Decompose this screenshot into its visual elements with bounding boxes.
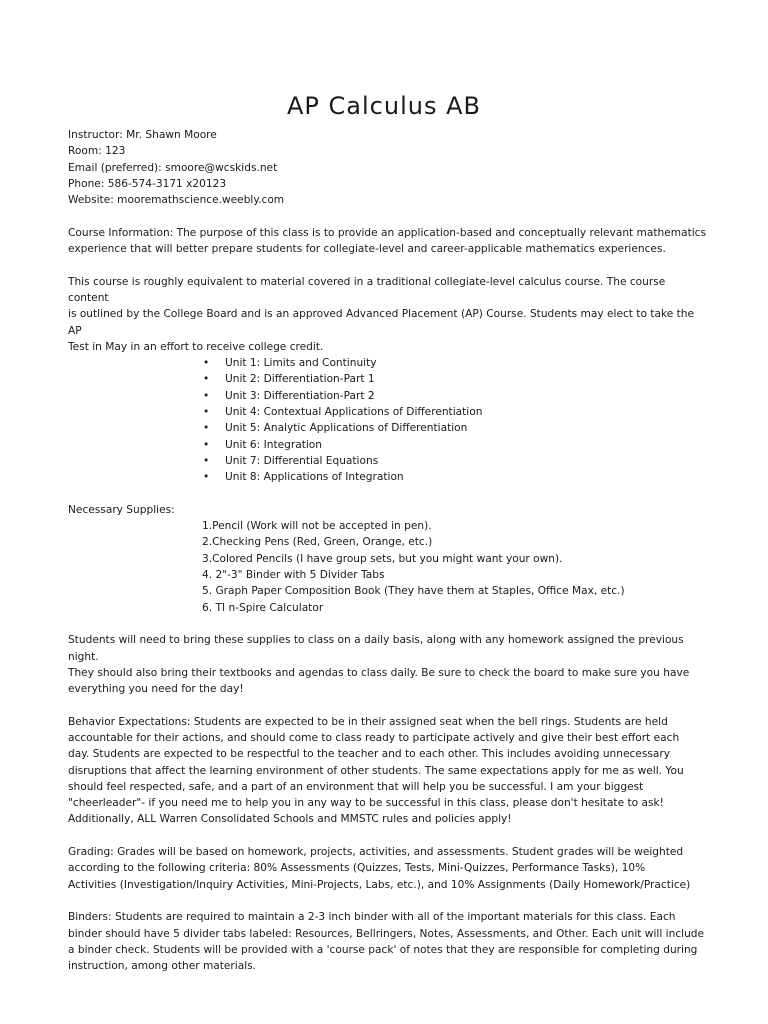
unit-list-item	[203, 420, 708, 436]
daily-supplies-paragraph	[68, 632, 708, 697]
phone-line: Phone: 586-574-3171 x20123	[68, 177, 227, 190]
text-line: accountable for their actions, and should come to class ready to participate actively and give their best effort each	[68, 731, 680, 744]
spacer	[68, 208, 708, 224]
unit-list	[68, 355, 708, 485]
text-line: This course is roughly equivalent to material covered in a traditional collegiate-level calculus course. The course content	[68, 275, 666, 304]
unit-list-item	[203, 453, 708, 469]
unit-label: Unit 5: Analytic Applications of Differentiation	[225, 422, 468, 435]
text-line: instruction, among other materials.	[68, 960, 257, 973]
spacer	[68, 697, 708, 713]
unit-list-item	[203, 355, 708, 371]
course-description-paragraph	[68, 274, 708, 355]
binders-paragraph	[68, 909, 708, 974]
text-line: a binder check. Students will be provided with a 'course pack' of notes that they are responsible for completing during	[68, 943, 698, 956]
unit-label: Unit 4: Contextual Applications of Differentiation	[225, 406, 483, 419]
supply-item: 4. 2"-3" Binder with 5 Divider Tabs	[202, 569, 385, 582]
text-line: Additionally, ALL Warren Consolidated Schools and MMSTC rules and policies apply!	[68, 813, 512, 826]
unit-list-item	[203, 404, 708, 420]
text-line: Course Information: The purpose of this class is to provide an application-based and conceptually relevant mathematics	[68, 226, 707, 239]
spacer	[68, 893, 708, 909]
bullet-icon: •	[203, 422, 210, 435]
text-line: Students will need to bring these supplies to class on a daily basis, along with any homework assigned the previous night.	[68, 634, 684, 663]
email-line: Email (preferred): smoore@wcskids.net	[68, 161, 278, 174]
text-line: "cheerleader"- if you need me to help you in any way to be successful in this class, please don't hesitate to ask!	[68, 797, 664, 810]
bullet-icon: •	[203, 454, 210, 467]
bullet-icon: •	[203, 389, 210, 402]
unit-label: Unit 1: Limits and Continuity	[225, 357, 377, 370]
syllabus-body	[68, 127, 708, 974]
page-title: AP Calculus AB	[287, 92, 481, 120]
unit-label: Unit 3: Differentiation-Part 2	[225, 389, 375, 402]
unit-label: Unit 6: Integration	[225, 438, 322, 451]
text-line: Grading: Grades will be based on homework, projects, activities, and assessments. Student grades will be weighted	[68, 846, 684, 859]
spacer	[68, 257, 708, 273]
text-line: Binders: Students are required to maintain a 2-3 inch binder with all of the important materials for this class. Each	[68, 911, 676, 924]
text-line: everything you need for the day!	[68, 683, 244, 696]
text-line: day. Students are expected to be respectful to the teacher and to each other. This includes avoiding unnecessary	[68, 748, 670, 761]
bullet-icon: •	[203, 438, 210, 451]
unit-label: Unit 8: Applications of Integration	[225, 471, 404, 484]
supply-item: 3.Colored Pencils (I have group sets, but you might want your own).	[202, 552, 563, 565]
contact-block	[68, 127, 708, 208]
supply-item: 1.Pencil (Work will not be accepted in pen).	[202, 520, 432, 533]
behavior-expectations-paragraph	[68, 714, 708, 828]
bullet-icon: •	[203, 373, 210, 386]
text-line: Behavior Expectations: Students are expected to be in their assigned seat when the bell rings. Students are held	[68, 715, 668, 728]
bullet-icon: •	[203, 406, 210, 419]
instructor-line: Instructor: Mr. Shawn Moore	[68, 129, 217, 141]
text-line: They should also bring their textbooks and agendas to class daily. Be sure to check the board to make sure you have	[68, 666, 690, 679]
spacer	[68, 616, 708, 632]
website-line: Website: mooremathscience.weebly.com	[68, 194, 285, 207]
supplies-heading: Necessary Supplies:	[68, 503, 175, 516]
unit-list-item	[203, 371, 708, 387]
text-line: Test in May in an effort to receive college credit.	[68, 340, 324, 353]
bullet-icon: •	[203, 357, 210, 370]
grading-paragraph	[68, 844, 708, 893]
text-line: should feel respected, safe, and a part of an environment that will help you be successful. I am your biggest	[68, 780, 644, 793]
supplies-list	[68, 518, 708, 616]
unit-list-item	[203, 388, 708, 404]
supply-item: 5. Graph Paper Composition Book (They have them at Staples, Office Max, etc.)	[202, 585, 625, 598]
supply-item: 2.Checking Pens (Red, Green, Orange, etc.)	[202, 536, 433, 549]
text-line: Activities (Investigation/Inquiry Activities, Mini-Projects, Labs, etc.), and 10% Assignments (Daily Homework/Practice)	[68, 878, 691, 891]
spacer	[68, 828, 708, 844]
supply-item: 6. TI n-Spire Calculator	[202, 601, 324, 614]
text-line: is outlined by the College Board and is an approved Advanced Placement (AP) Course. Students may elect to take the AP	[68, 308, 694, 337]
spacer	[68, 486, 708, 502]
text-line: disruptions that affect the learning environment of other students. The same expectations apply for me as well. You	[68, 764, 684, 777]
course-information-paragraph	[68, 225, 708, 258]
unit-list-item	[203, 469, 708, 485]
text-line: according to the following criteria: 80% Assessments (Quizzes, Tests, Mini-Quizzes, Performance Tasks), 10%	[68, 862, 646, 875]
text-line: binder should have 5 divider tabs labeled: Resources, Bellringers, Notes, Assessments, and Other. Each unit will include	[68, 927, 705, 940]
unit-label: Unit 7: Differential Equations	[225, 454, 379, 467]
unit-label: Unit 2: Differentiation-Part 1	[225, 373, 375, 386]
unit-list-item	[203, 437, 708, 453]
bullet-icon: •	[203, 471, 210, 484]
room-line: Room: 123	[68, 145, 126, 158]
text-line: experience that will better prepare students for collegiate-level and career-applicable mathematics experiences.	[68, 243, 666, 256]
